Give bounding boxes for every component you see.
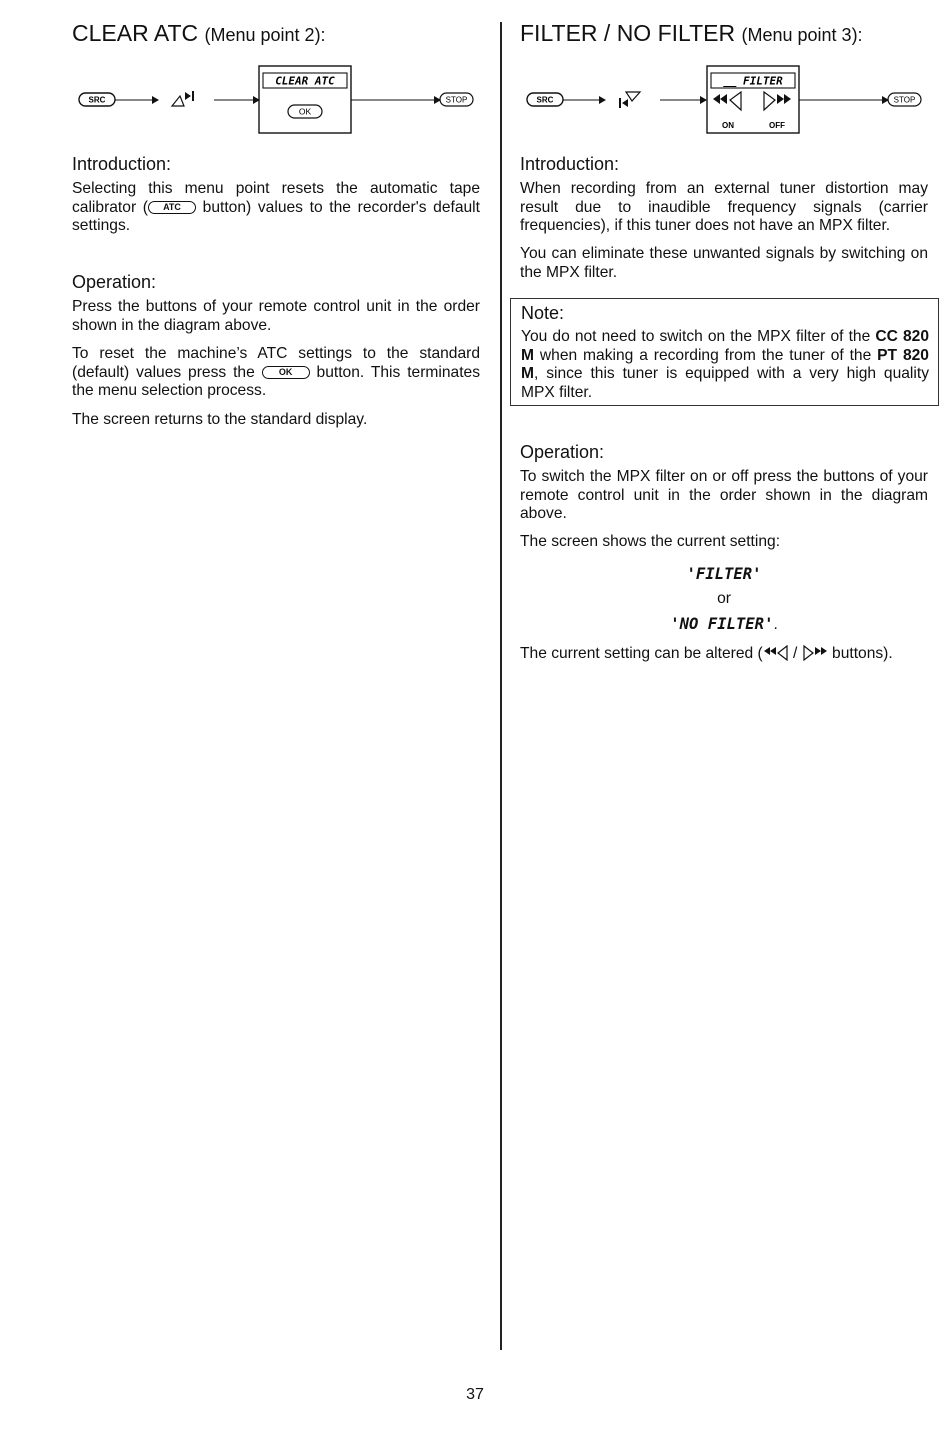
operation-paragraph-1: To switch the MPX filter on or off press the buttons of your remote control unit in the order shown in the diagram above. [520, 468, 928, 522]
note-box [510, 298, 939, 406]
operation-paragraph-3: The screen returns to the standard display. [72, 411, 368, 428]
stop-label: STOP [893, 95, 916, 105]
operation-paragraph-2 [72, 345, 480, 401]
note-heading: Note: [521, 303, 565, 323]
operation-paragraph-1: Press the buttons of your remote control unit in the order shown in the diagram above. [72, 298, 480, 334]
intro-text: Selecting this menu point resets the automatic tape calibrator ( [72, 180, 480, 216]
ok-label: OK [298, 106, 312, 117]
operation-heading: Operation: [520, 442, 605, 462]
off-label: OFF [769, 121, 785, 130]
on-label: ON [722, 121, 734, 130]
intro-text-end: button) values to the recorder's default settings. [72, 198, 480, 234]
menu-select-icon [620, 92, 640, 108]
setting-no-filter: 'NO FILTER' [670, 615, 774, 633]
title-text: FILTER / NO FILTER [520, 20, 736, 46]
model-cc820m: CC 820 M [521, 328, 929, 364]
intro-heading: Introduction: [72, 154, 172, 174]
op-p3-sep: / [788, 645, 802, 662]
note-text: You do not need to switch on the MPX filter of the [521, 328, 876, 345]
section-title-clear-atc [72, 20, 326, 47]
lcd-text: __ FILTER [723, 74, 783, 88]
column-divider [500, 22, 502, 1350]
op-p3-text: The current setting can be altered ( [520, 645, 763, 662]
operation-paragraph-2: The screen shows the current setting: [520, 533, 781, 550]
operation-heading: Operation: [72, 272, 157, 292]
setting-no-filter-line [520, 615, 928, 634]
title-subtext: (Menu point 2): [204, 25, 326, 45]
src-label: SRC [536, 95, 554, 105]
title-subtext: (Menu point 3): [741, 25, 863, 45]
filter-diagram [520, 60, 928, 140]
op-p2-text: To reset the machine’s ATC settings to the standard (default) values press the [72, 345, 480, 381]
rewind-icon [713, 92, 741, 110]
setting-filter: 'FILTER' [686, 565, 762, 583]
model-pt820m: PT 820 M [521, 346, 929, 382]
or-text: or [717, 590, 731, 607]
intro-heading: Introduction: [520, 154, 620, 174]
intro-paragraph [72, 180, 480, 236]
clear-atc-diagram [72, 60, 480, 140]
atc-button-icon: ATC [148, 201, 196, 214]
forward-icon [764, 92, 791, 110]
note-text-3: , since this tuner is equipped with a very high quality MPX filter. [521, 365, 929, 401]
op-p3-text-end: buttons). [827, 645, 893, 662]
page-number: 37 [466, 1386, 484, 1403]
operation-paragraph-3 [520, 645, 928, 664]
forward-icon [802, 645, 828, 661]
note-text-2: when making a recording from the tuner of the [534, 346, 878, 364]
src-label: SRC [88, 95, 106, 105]
rewind-icon [763, 645, 789, 661]
note-paragraph [521, 328, 929, 402]
setting-end: . [773, 616, 778, 633]
intro-paragraph-2: You can eliminate these unwanted signals by switching on the MPX filter. [520, 245, 928, 281]
menu-select-icon [172, 91, 193, 106]
intro-paragraph-1: When recording from an external tuner distortion may result due to inaudible frequency signals (carrier frequencies), if this tuner does not have an MPX filter. [520, 180, 928, 234]
ok-button-inline-icon: OK [262, 366, 310, 379]
op-p2-text-end: button. This terminates the menu selection process. [72, 363, 480, 399]
stop-label: STOP [445, 95, 468, 105]
section-title-filter [520, 20, 863, 47]
title-text: CLEAR ATC [72, 20, 199, 46]
lcd-text: CLEAR ATC [275, 74, 335, 88]
